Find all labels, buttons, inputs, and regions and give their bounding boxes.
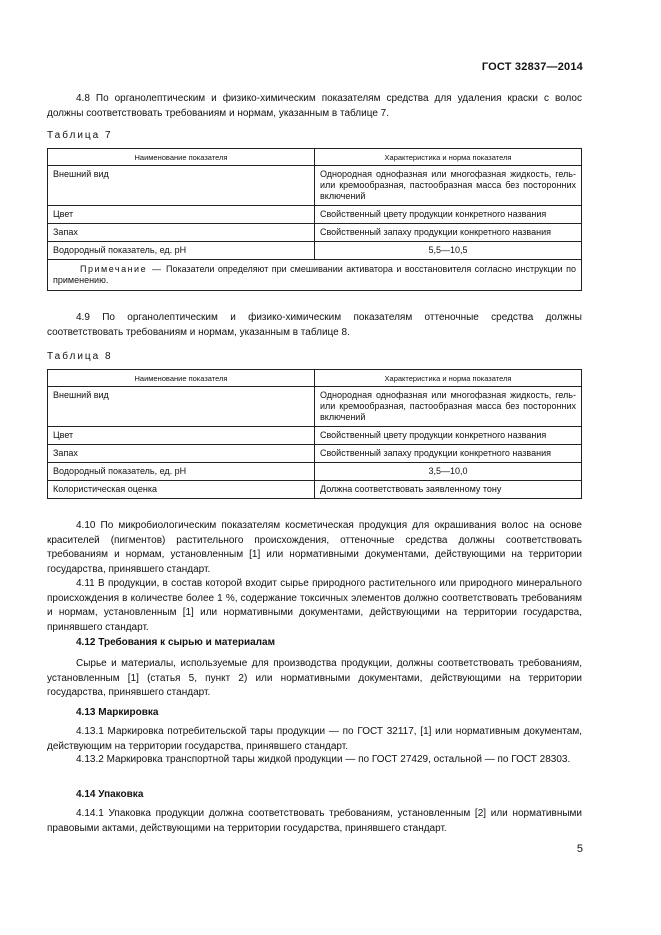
paragraph-4-9: 4.9 По органолептическим и физико-химическим показателям оттеночные средства должны соответствовать требованиям и нормам, указанным в таблице 8. [47, 312, 582, 338]
table-row [48, 166, 582, 206]
table-row [48, 206, 582, 224]
row-value: Однородная однофазная или многофазная жидкость, гель- или кремообразная, пастообразная масса без посторонних включений [315, 387, 582, 427]
paragraph-4-8: 4.8 По органолептическим и физико-химическим показателям средства для удаления краски с волос должны соответствовать требованиям и нормам, указанным в таблице 7. [47, 93, 582, 119]
table-8 [47, 369, 582, 499]
table-row [48, 427, 582, 445]
row-name: Цвет [48, 427, 315, 445]
table-row [48, 445, 582, 463]
paragraph-4-14-1: 4.14.1 Упаковка продукции должна соответствовать требованиям, установленным [2] или нормативными правовыми актами, действующими на территории государства, принявшего стандарт. [47, 808, 582, 834]
paragraph-4-10: 4.10 По микробиологическим показателям косметическая продукция для окрашивания волос на основе красителей (пигментов) растительного происхождения, оттеночные средства должны соответствовать требованиям и нормам, установленным [1] или нормативными документами, действующими на территории государства, принявшего стандарт. [47, 520, 582, 575]
table-row [48, 481, 582, 499]
table-header-row [48, 370, 582, 387]
document-code-header: ГОСТ 32837—2014 [481, 61, 583, 73]
row-name: Запах [48, 445, 315, 463]
table-header-row [48, 149, 582, 166]
table-row [48, 387, 582, 427]
table-8-caption: Таблица 8 [47, 351, 113, 362]
row-name: Внешний вид [48, 387, 315, 427]
row-value: Однородная однофазная или многофазная жидкость, гель- или кремообразная, пастообразная масса без посторонних включений [315, 166, 582, 206]
row-value: Свойственный запаху продукции конкретного названия [315, 445, 582, 463]
column-header-indicator: Наименование показателя [48, 149, 315, 166]
table-note-row [48, 260, 582, 291]
paragraph-4-12: Сырье и материалы, используемые для производства продукции, должны соответствовать требованиям, установленным [1] (статья 5, пункт 2) или нормативными документами, действующими на территории государства, принявшего стандарт. [47, 658, 582, 698]
row-name: Запах [48, 224, 315, 242]
row-name: Колористическая оценка [48, 481, 315, 499]
note-text: Показатели определяют при смешивании активатора и восстановителя согласно инструкции по применению. [53, 264, 576, 285]
row-name: Внешний вид [48, 166, 315, 206]
paragraph-4-13-1: 4.13.1 Маркировка потребительской тары продукции — по ГОСТ 32117, [1] или нормативным документам, действующим на территории государства, принявшего стандарт. [47, 726, 582, 752]
row-value: Свойственный запаху продукции конкретного названия [315, 224, 582, 242]
paragraph-4-11: 4.11 В продукции, в состав которой входит сырье природного растительного или природного минерального происхождения в количестве более 1 %, содержание токсичных элементов должно соответствовать требованиям и нормам, установленным [1] или нормативными документами, действующими на территории государства, принявшего стандарт. [47, 578, 582, 633]
column-header-characteristic: Характеристика и норма показателя [315, 370, 582, 387]
table-7-caption: Таблица 7 [47, 130, 113, 141]
row-name: Водородный показатель, ед. pH [48, 463, 315, 481]
note-label: Примечание — [80, 264, 163, 274]
paragraph-4-13-2: 4.13.2 Маркировка транспортной тары жидкой продукции — по ГОСТ 27429, остальной — по ГОСТ 28303. [76, 754, 571, 765]
table-7 [47, 148, 582, 291]
row-name: Цвет [48, 206, 315, 224]
column-header-characteristic: Характеристика и норма показателя [315, 149, 582, 166]
table-row [48, 463, 582, 481]
column-header-indicator: Наименование показателя [48, 370, 315, 387]
row-value: Свойственный цвету продукции конкретного названия [315, 206, 582, 224]
section-heading-4-14: 4.14 Упаковка [76, 789, 144, 800]
row-value: Должна соответствовать заявленному тону [315, 481, 582, 499]
row-value: Свойственный цвету продукции конкретного названия [315, 427, 582, 445]
section-heading-4-12: 4.12 Требования к сырью и материалам [76, 637, 275, 648]
table-row [48, 224, 582, 242]
table-note [48, 260, 582, 291]
row-value: 5,5—10,5 [315, 242, 582, 260]
row-value: 3,5—10,0 [315, 463, 582, 481]
section-heading-4-13: 4.13 Маркировка [76, 707, 159, 718]
table-row [48, 242, 582, 260]
page-number: 5 [576, 843, 583, 855]
row-name: Водородный показатель, ед. pH [48, 242, 315, 260]
